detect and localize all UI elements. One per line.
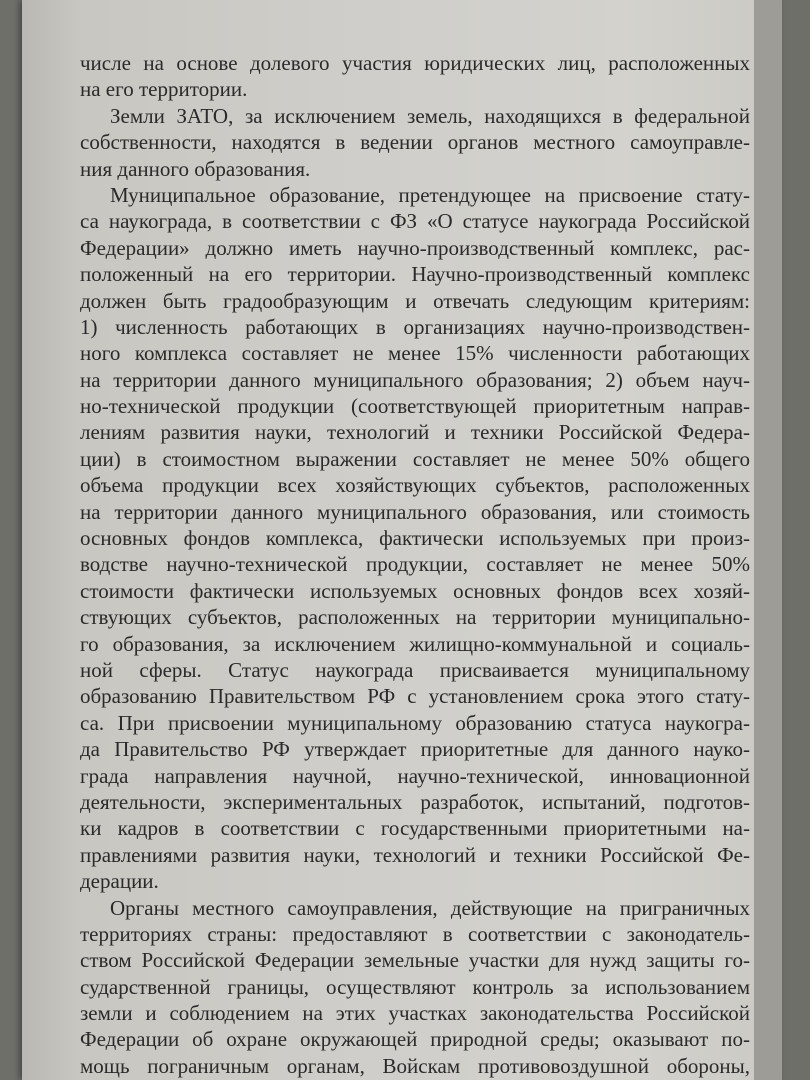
text-line: основных фондов комплекса, фактически используемых при произ-	[80, 526, 750, 551]
text-line: лениям развития науки, технологий и техники Российской Федера-	[80, 420, 750, 445]
text-line: ного комплекса составляет не менее 15% численности работающих	[80, 341, 750, 366]
text-line: положенный на его территории. Научно-производственный комплекс	[80, 262, 750, 287]
text-line: сударственной границы, осуществляют контроль за использованием	[80, 974, 750, 999]
text-line: водстве научно-технической продукции, составляет не менее 50%	[80, 552, 750, 577]
text-line: Земли ЗАТО, за исключением земель, находящихся в федеральной	[110, 103, 750, 128]
text-line: на его территории.	[80, 77, 248, 102]
text-line: земли и соблюдением на этих участках законодательства Российской	[80, 1001, 750, 1026]
text-line: Муниципальное образование, претендующее на присвоение стату-	[110, 182, 750, 207]
text-line: са наукограда, в соответствии с ФЗ «О статусе наукограда Российской	[80, 209, 750, 234]
page-edge-shadow	[754, 0, 782, 1080]
body-text	[80, 50, 750, 1079]
text-line: числе на основе долевого участия юридических лиц, расположенных	[80, 51, 750, 75]
text-line: са. При присвоении муниципальному образованию статуса наукогра-	[80, 710, 750, 735]
text-line: Федерации» должно иметь научно-производственный комплекс, рас-	[80, 235, 750, 260]
text-line: града направления научной, научно-технической, инновационной	[80, 763, 750, 788]
text-line: Федерации об охране окружающей природной среды; оказывают по-	[80, 1027, 750, 1052]
text-line: го образования, за исключением жилищно-коммунальной и социаль-	[80, 631, 750, 656]
text-line: ной сферы. Статус наукограда присваивается муниципальному	[80, 657, 750, 682]
text-line: деятельности, экспериментальных разработок, испытаний, подготов-	[80, 789, 750, 814]
text-line: Органы местного самоуправления, действующие на приграничных	[110, 895, 750, 920]
text-line: на территории данного муниципального образования; 2) объем науч-	[80, 367, 750, 392]
book-page	[22, 0, 782, 1080]
text-line: 1) численность работающих в организациях научно-производствен-	[80, 314, 750, 339]
text-line: должен быть градообразующим и отвечать следующим критериям:	[80, 288, 750, 313]
text-line: ции) в стоимостном выражении составляет не менее 50% общего	[80, 446, 750, 471]
text-line: мощь пограничным органам, Войскам противовоздушной обороны,	[80, 1053, 750, 1078]
text-line: собственности, находятся в ведении органов местного самоуправле-	[80, 130, 750, 155]
text-line: на территории данного муниципального образования, или стоимость	[80, 499, 750, 524]
text-line: ством Российской Федерации земельные участки для нужд защиты го-	[80, 948, 750, 973]
text-line: объема продукции всех хозяйствующих субъектов, расположенных	[80, 473, 750, 498]
text-line: территориях страны: предоставляют в соответствии с законодатель-	[80, 921, 750, 946]
text-line: но-технической продукции (соответствующей приоритетным направ-	[80, 394, 750, 419]
text-line: ния данного образования.	[80, 156, 311, 181]
text-line: дерации.	[80, 869, 159, 894]
text-line: образованию Правительством РФ с установлением срока этого стату-	[80, 684, 750, 709]
text-line: правлениями развития науки, технологий и техники Российской Фе-	[80, 842, 750, 867]
text-line: да Правительство РФ утверждает приоритетные для данного науко-	[80, 737, 750, 762]
text-line: ствующих субъектов, расположенных на территории муниципально-	[80, 605, 750, 630]
text-line: ки кадров в соответствии с государственными приоритетными на-	[80, 816, 750, 841]
text-line: стоимости фактически используемых основных фондов всех хозяй-	[80, 578, 750, 603]
